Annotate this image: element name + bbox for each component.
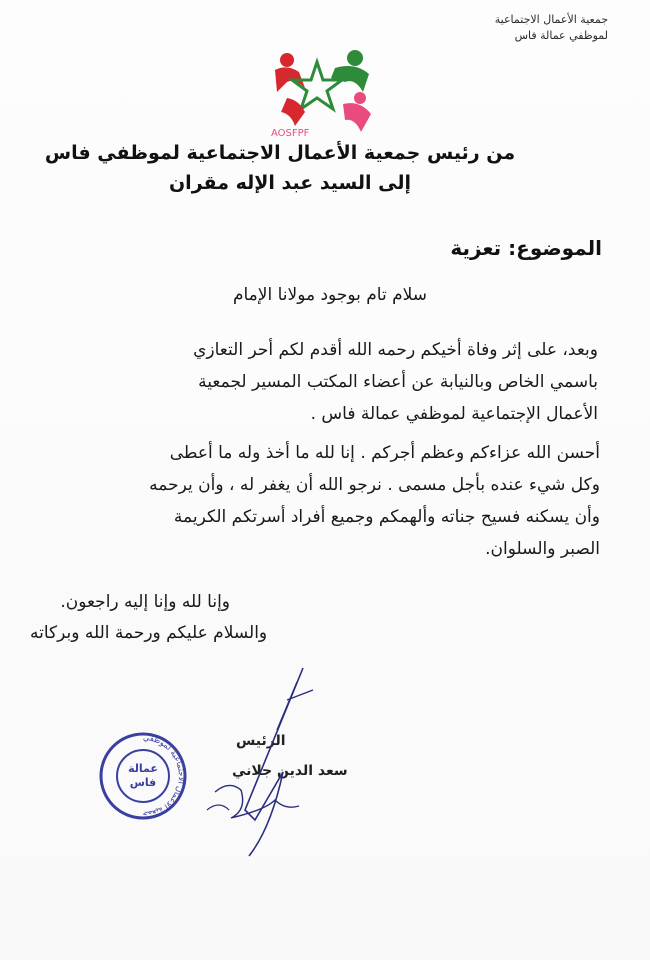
stamp-ring-text: جمعية الأعمال الاجتماعية لموظفي [142,732,187,820]
signatory-name: سعد الدين جلاني [232,763,348,779]
signatory-title: الرئيس [236,733,286,749]
salutation: سلام تام بوجود مولانا الإمام [232,285,428,305]
letter-heading-line-1: من رئيس جمعية الأعمال الاجتماعية لموظفي فاس [44,142,516,164]
letter-subject: الموضوع: تعزية [450,236,602,260]
paragraph-2 [40,437,600,565]
paragraph-1-line: وبعد، على إثر وفاة أخيكم رحمه الله أقدم لكم أحر التعازي [193,340,598,360]
paragraph-1 [38,334,598,430]
stamp-line-2: فاس [129,776,157,789]
paragraph-2-line: الصبر والسلوان. [485,539,600,559]
paragraph-2-line: وأن يسكنه فسيح جناته وألهمكم وجميع أفراد أسرتكم الكريمة [173,507,600,527]
handwritten-signature [185,660,335,860]
org-name-line-1: جمعية الأعمال الاجتماعية [494,13,608,26]
org-header [428,12,608,44]
paragraph-1-line: باسمي الخاص وبالنيابة عن أعضاء المكتب المسير لجمعية [198,372,598,392]
closing-line-2: والسلام عليكم ورحمة الله وبركاته [30,623,268,643]
paragraph-1-line: الأعمال الإجتماعية لموظفي عمالة فاس . [310,404,598,424]
letter-heading-line-2: إلى السيد عبد الإله مقران [168,172,412,194]
paragraph-2-line: أحسن الله عزاءكم وعظم أجركم . إنا لله ما أخذ وله ما أعطى [169,443,600,463]
paragraph-2-line: وكل شيء عنده بأجل مسمى . نرجو الله أن يغفر له ، وأن يرحمه [149,475,600,495]
logo-text: AOSFPF [271,128,310,138]
stamp-center-text [120,762,166,790]
stamp-line-1: عمالة [128,762,158,775]
association-logo [265,48,380,138]
org-name-line-2: لموظفي عمالة فاس [514,29,608,42]
closing-line-1: وإنا لله وإنا إليه راجعون. [60,592,230,612]
